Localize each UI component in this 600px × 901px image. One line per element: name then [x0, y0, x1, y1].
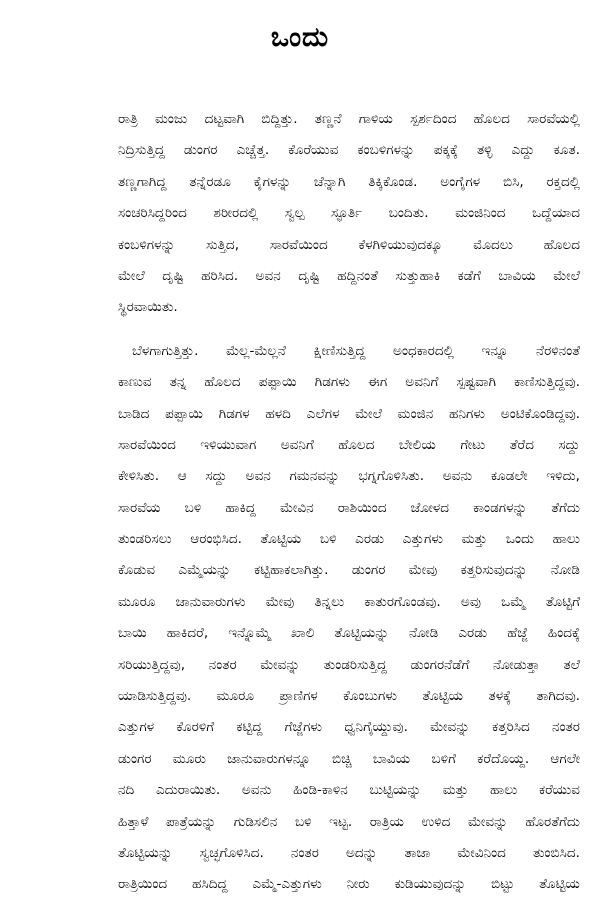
paragraph-2 [118, 336, 580, 901]
text-line: ಮೇಲೆ ದೃಷ್ಟಿ ಹರಿಸಿದ. ಅವನ ದೃಷ್ಟಿ ಹದ್ದಿನಂತೆ ಸುತ್ತುಹಾಕಿ ಕಡೆಗೆ ಬಾವಿಯ ಮೇಲೆ [118, 267, 580, 284]
text-line: ಯಾಡಿಸುತ್ತಿದ್ದವು. ಮೂರೂ ಪ್ರಾಣಿಗಳ ಕೊಂಬುಗಳು ತೊಟ್ಟಿಯ ತಳಕ್ಕೆ ತಾಗಿದವು. [118, 688, 580, 705]
paragraph-1 [118, 104, 580, 324]
text-line: ಕಾಣುವ ತನ್ನ ಹೊಲದ ಪಪ್ಪಾಯಿ ಗಿಡಗಳು ಈಗ ಅವನಿಗೆ ಸ್ಪಷ್ಟವಾಗಿ ಕಾಣಿಸುತ್ತಿದ್ದವು. [118, 374, 580, 391]
text-line: ಬೆಳಗಾಗುತ್ತಿತ್ತು. ಮೆಲ್ಲ-ಮೆಲ್ಲನೆ ಕ್ಷೀಣಿಸುತ್ತಿದ್ದ ಅಂಧಕಾರದಲ್ಲಿ ಇನ್ನೂ ನೆರಳಿನಂತೆ [132, 342, 580, 359]
text-line: ಡುಂಗರ ಮೂರು ಜಾನುವಾರುಗಳನ್ನೂ ಬಿಚ್ಚಿ ಬಾವಿಯ ಬಳಿಗೆ ಕರೆದೊಯ್ದ. ಆಗಲೇ [118, 750, 580, 767]
text-line: ತುಂಡರಿಸಲು ಆರಂಭಿಸಿದ. ತೊಟ್ಟಿಯ ಬಳಿ ಎರಡು ಎತ್ತುಗಳು ಮತ್ತು ಒಂದು ಹಾಲು [118, 531, 580, 548]
text-line: ಎತ್ತುಗಳ ಕೊರಳಿಗೆ ಕಟ್ಟಿದ್ದ ಗೆಜ್ಜೆಗಳು ಧ್ವನಿಗೈಯ್ದುವು. ಮೇವನ್ನು ಕತ್ತರಿಸಿದ ನಂತರ [118, 719, 580, 736]
text-line: ಸ್ಥಿರವಾಯಿತು. [118, 299, 178, 316]
text-line: ರಾತ್ರಿ ಮಂಜು ದಟ್ಟವಾಗಿ ಬಿದ್ದಿತ್ತು. ತಣ್ಣನೆ ಗಾಳಿಯ ಸ್ಪರ್ಶದಿಂದ ಹೊಲದ ಸಾರವೆಯಲ್ಲಿ [118, 111, 580, 127]
text-line: ಕೇಳಿಸಿತು. ಆ ಸದ್ದು ಅವನ ಗಮನವನ್ನು ಭಗ್ನಗೊಳಿಸಿತು. ಅವನು ಕೂಡಲೇ ಇಳಿದು, [118, 468, 580, 485]
text-line: ಬಾಡಿದ ಪಪ್ಪಾಯಿ ಗಿಡಗಳ ಹಳದಿ ಎಲೆಗಳ ಮೇಲೆ ಮಂಜಿನ ಹನಿಗಳು ಅಂಟಿಕೊಂಡಿದ್ದವು. [118, 405, 580, 422]
text-line: ಕಂಬಳಿಗಳನ್ನು ಸುತ್ತಿದ, ಸಾರವೆಯಿಂದ ಕೆಳಗಿಳಿಯುವುದಕ್ಕೂ ಮೊದಲು ಹೊಲದ [118, 236, 580, 253]
text-line: ನದಿ ಎದುರಾಯಿತು. ಅವನು ಹಿಂಡಿ-ಕಾಳಿನ ಬುಟ್ಟಿಯನ್ನು ಮತ್ತು ಹಾಲು ಕರೆಯುವ [118, 782, 580, 799]
text-line: ಬಾಯಿ ಹಾಕಿದರೆ, ಇನ್ನೊಮ್ಮೆ ಖಾಲಿ ತೊಟ್ಟಿಯನ್ನು ನೋಡಿ ಎರಡು ಹೆಜ್ಜೆ ಹಿಂದಕ್ಕೆ [118, 625, 580, 642]
text-line: ಮೂರೂ ಜಾನುವಾರುಗಳು ಮೇವು ತಿನ್ನಲು ಕಾತುರಗೊಂಡವು. ಅವು ಒಮ್ಮೆ ತೊಟ್ಟಿಗೆ [118, 593, 580, 610]
chapter-body [118, 104, 580, 901]
text-line: ಹಿತ್ತಾಳೆ ಪಾತ್ರೆಯನ್ನು ಗುಡಿಸಲಿನ ಬಳಿ ಇಟ್ಟ. ರಾತ್ರಿಯ ಉಳಿದ ಮೇವನ್ನು ಹೊರತೆಗೆದು [118, 813, 580, 830]
chapter-title: ಒಂದು [270, 22, 330, 53]
text-line: ಸಾರವೆಯಿಂದ ಇಳಿಯುವಾಗ ಅವನಿಗೆ ಹೊಲದ ಬೇಲಿಯ ಗೇಟು ತೆರೆದ ಸದ್ದು [118, 436, 580, 453]
text-line: ತೊಟ್ಟಿಯನ್ನು ಸ್ವಚ್ಛಗೊಳಿಸಿದ. ನಂತರ ಅದನ್ನು ತಾಜಾ ಮೇವಿನಿಂದ ತುಂಬಿಸಿದ. [118, 844, 580, 861]
text-line: ನಿದ್ರಿಸುತ್ತಿದ್ದ ಡುಂಗರ ಎಚ್ಚೆತ್ತ. ಕೊರೆಯುವ ಕಂಬಳಿಗಳನ್ನು ಪಕ್ಕಕ್ಕೆ ತಳ್ಳಿ ಎದ್ದು ಕೂತ. [118, 142, 580, 159]
text-line: ಸರಿಯುತ್ತಿದ್ದವು, ನಂತರ ಮೇವನ್ನು ತುಂಡರಿಸುತ್ತಿದ್ದ ಡುಂಗರನೆಡೆಗೆ ನೋಡುತ್ತಾ ತಲೆ [118, 656, 580, 673]
text-line: ಕೊಡುವ ಎಮ್ಮೆಯನ್ನು ಕಟ್ಟಿಹಾಕಲಾಗಿತ್ತು. ಡುಂಗರ ಮೇವು ಕತ್ತರಿಸುವುದನ್ನು ನೋಡಿ [118, 562, 580, 579]
text-line: ತಣ್ಣಗಾಗಿದ್ದ ತನ್ನೆರಡೂ ಕೈಗಳನ್ನು ಚೆನ್ನಾಗಿ ತಿಕ್ಕಿಕೊಂಡ. ಅಂಗೈಗಳ ಬಿಸಿ, ರಕ್ತದಲ್ಲಿ [118, 173, 580, 190]
text-line: ಸಾರವೆಯ ಬಳಿ ಹಾಕಿದ್ದ ಮೇವಿನ ರಾಶಿಯಿಂದ ಜೋಳದ ಕಾಂಡಗಳನ್ನು ತೆಗೆದು [118, 499, 580, 516]
text-line: ರಾತ್ರಿಯಿಂದ ಹಸಿದಿದ್ದ ಎಮ್ಮೆ-ಎತ್ತುಗಳು ನೀರು ಕುಡಿಯುವುದನ್ನು ಬಿಟ್ಟು ತೊಟ್ಟಿಯ [118, 876, 580, 893]
text-line: ಸಂಚರಿಸಿದ್ದರಿಂದ ಶರೀರದಲ್ಲಿ ಸ್ವಲ್ಪ ಸ್ಫೂರ್ತಿ ಬಂದಿತು. ಮಂಜಿನಿಂದ ಒದ್ದೆಯಾದ [118, 205, 580, 222]
